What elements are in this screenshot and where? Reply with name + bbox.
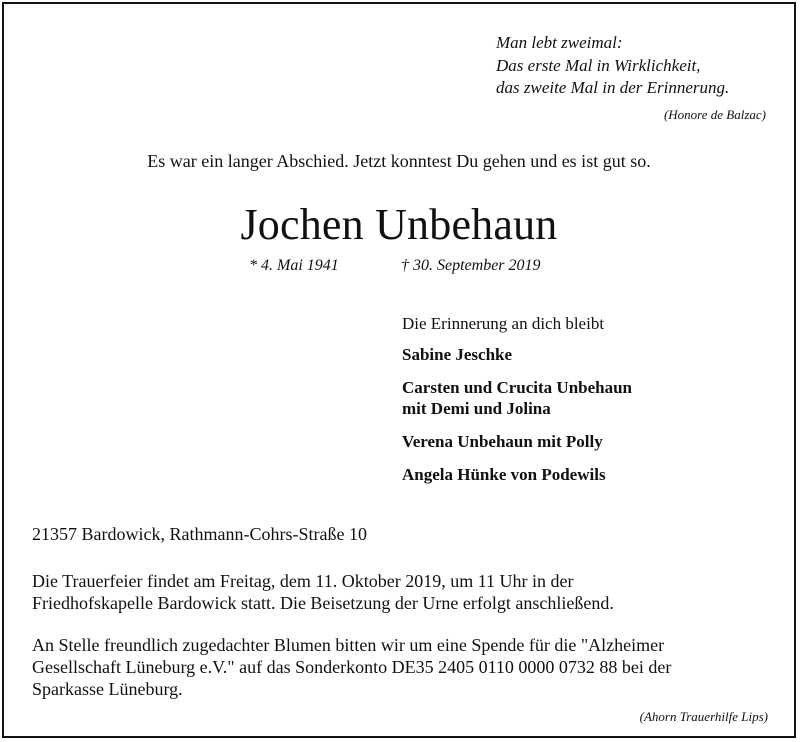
- quote-author: (Honore de Balzac): [663, 107, 766, 122]
- quote-line: Das erste Mal in Wirklichkeit,: [496, 55, 701, 75]
- funeral-info: [32, 570, 614, 614]
- donation-info-line: An Stelle freundlich zugedachter Blumen bitten wir um eine Spende für die "Alzheimer: [32, 635, 665, 655]
- address: 21357 Bardowick, Rathmann-Cohrs-Straße 10: [32, 524, 367, 544]
- mourner-name: [402, 377, 632, 419]
- birth-date: * 4. Mai 1941: [249, 257, 339, 274]
- deceased-name: Jochen Unbehaun: [240, 200, 558, 249]
- mourners-block: [402, 314, 632, 497]
- donation-info-line: Sparkasse Lüneburg.: [32, 679, 183, 699]
- quote: [496, 32, 729, 100]
- mourners-lead: Die Erinnerung an dich bleibt: [402, 314, 605, 333]
- mourner-name: Verena Unbehaun mit Polly: [402, 432, 603, 451]
- mourner-name: Angela Hünke von Podewils: [402, 465, 606, 484]
- funeral-info-line: Friedhofskapelle Bardowick statt. Die Beisetzung der Urne erfolgt anschließend.: [32, 593, 614, 613]
- mourner-name: Sabine Jeschke: [402, 345, 513, 364]
- mourner-name-line: mit Demi und Jolina: [402, 399, 551, 418]
- donation-info: [32, 634, 671, 700]
- intro-text: Es war ein langer Abschied. Jetzt konntest Du gehen und es ist gut so.: [147, 151, 651, 171]
- obituary-notice: [2, 2, 796, 738]
- donation-info-line: Gesellschaft Lüneburg e.V." auf das Sonderkonto DE35 2405 0110 0000 0732 88 bei der: [32, 657, 672, 677]
- death-date: † 30. September 2019: [401, 257, 541, 274]
- quote-line: das zweite Mal in der Erinnerung.: [496, 78, 730, 97]
- quote-line: Man lebt zweimal:: [496, 33, 623, 52]
- funeral-info-line: Die Trauerfeier findet am Freitag, dem 11. Oktober 2019, um 11 Uhr in der: [32, 571, 574, 591]
- mourner-name-line: Carsten und Crucita Unbehaun: [402, 378, 633, 397]
- funeral-home-credit: (Ahorn Trauerhilfe Lips): [639, 709, 768, 724]
